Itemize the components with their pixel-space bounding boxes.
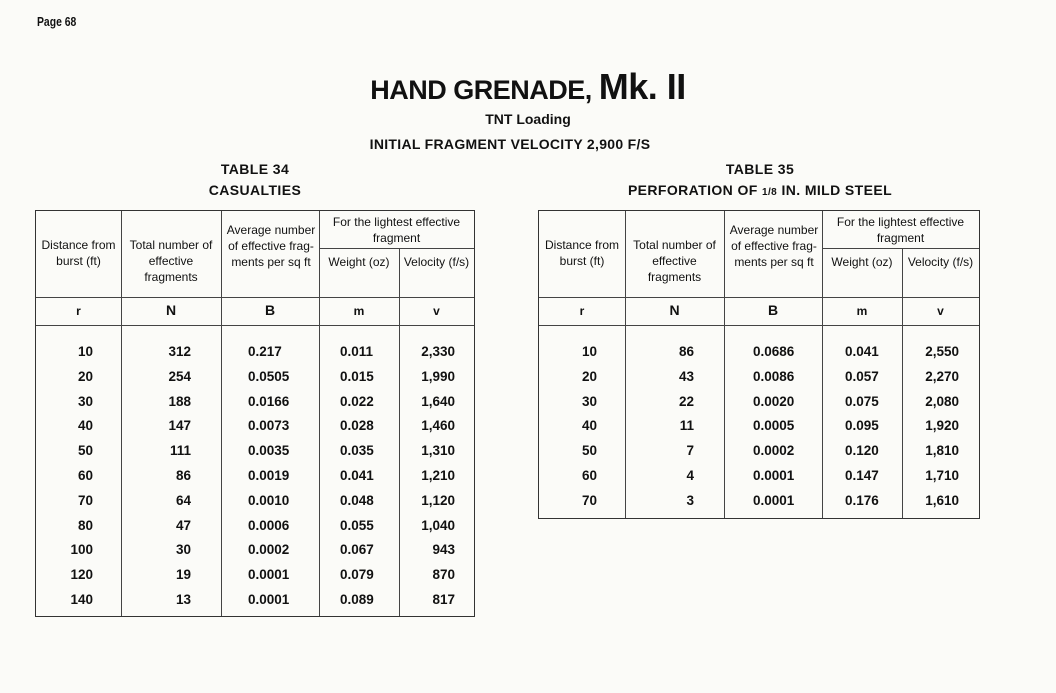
header-average-number: Average number of effective frag-ments per sq ft [226,223,316,269]
symbol-r: r [76,304,81,318]
title-mk: Mk. II [598,66,686,107]
header-total-number: Total number of effective fragments [129,238,213,284]
cell-velocity: 2,080 [925,393,959,409]
cell-distance: 30 [581,393,597,409]
cell-weight: 0.048 [340,492,374,508]
cell-average-number: 0.0001 [753,468,795,483]
cell-average-number: 0.217 [248,344,282,359]
header-velocity: Velocity (f/s) [403,255,470,269]
symbol-m: m [856,304,868,318]
cell-weight: 0.015 [340,368,374,384]
table34-number: TABLE 34 [220,161,290,177]
cell-weight: 0.041 [845,344,879,359]
cell-total-number: 30 [175,542,191,558]
cell-average-number: 0.0020 [753,393,795,409]
table35-caption [590,159,930,203]
cell-weight: 0.120 [845,443,879,459]
cell-velocity: 943 [432,542,455,558]
cell-weight: 0.075 [845,393,879,409]
page-title [0,66,1056,108]
cell-velocity: 1,920 [925,418,959,434]
cell-total-number: 11 [679,418,694,434]
header-average-number: Average number of effective frag-ments per sq ft [729,223,819,269]
symbol-b: B [767,302,779,318]
table34-name: CASUALTIES [208,182,302,198]
cell-velocity: 2,550 [925,344,959,359]
header-weight: Weight (oz) [831,255,893,269]
cell-weight: 0.022 [340,393,374,409]
cell-velocity: 2,330 [421,344,455,359]
table35-name-pre: PERFORATION OF [627,182,758,198]
cell-velocity: 1,640 [421,393,455,409]
table34-caption [155,159,355,201]
cell-distance: 100 [70,542,93,558]
cell-average-number: 0.0001 [248,592,290,607]
cell-velocity: 1,120 [421,492,455,508]
cell-average-number: 0.0686 [753,344,795,359]
header-weight: Weight (oz) [328,255,390,269]
header-lightest-group: For the lightest effective fragment [332,215,461,245]
cell-distance: 70 [581,492,597,508]
symbol-r: r [579,304,585,318]
cell-total-number: 64 [175,492,191,508]
header-velocity: Velocity (f/s) [907,255,974,269]
cell-average-number: 0.0002 [753,443,795,459]
table35 [538,210,980,519]
cell-distance: 60 [77,468,93,483]
cell-distance: 40 [77,418,93,434]
cell-distance: 50 [77,443,93,459]
cell-average-number: 0.0002 [248,542,290,558]
symbol-m: m [353,304,365,318]
cell-average-number: 0.0006 [248,517,290,533]
cell-distance: 40 [581,418,597,434]
cell-average-number: 0.0001 [248,567,290,583]
cell-distance: 10 [77,344,93,359]
subtitle-loading: TNT Loading [485,111,571,127]
cell-weight: 0.176 [845,492,879,508]
cell-total-number: 13 [175,592,191,607]
cell-average-number: 0.0005 [753,418,795,434]
cell-average-number: 0.0010 [248,492,290,508]
header-total-number: Total number of effective fragments [633,238,716,284]
cell-weight: 0.079 [340,567,374,583]
cell-weight: 0.035 [340,443,374,459]
cell-weight: 0.095 [845,418,879,434]
cell-average-number: 0.0086 [753,368,795,384]
cell-total-number: 147 [168,418,191,434]
table35-number: TABLE 35 [725,161,795,177]
table34 [35,210,475,617]
cell-distance: 30 [77,393,93,409]
cell-weight: 0.089 [340,592,374,607]
header-distance: Distance from burst (ft) [41,238,116,268]
header-distance: Distance from burst (ft) [544,238,620,268]
cell-weight: 0.147 [845,468,879,483]
table35-name [590,180,930,203]
cell-distance: 60 [581,468,597,483]
cell-total-number: 188 [168,393,191,409]
cell-average-number: 0.0505 [248,368,290,384]
cell-distance: 20 [581,368,597,384]
page-number: Page 68 [37,14,77,29]
cell-velocity: 1,710 [925,468,959,483]
cell-distance: 50 [581,443,597,459]
cell-total-number: 47 [175,517,191,533]
cell-weight: 0.041 [340,468,374,483]
cell-distance: 10 [581,344,597,359]
header-lightest-group: For the lightest effective fragment [836,215,965,245]
cell-distance: 120 [70,567,93,583]
table35-name-post: IN. MILD STEEL [781,182,893,198]
title-main: HAND GRENADE, [370,75,592,105]
symbol-n: N [669,302,680,318]
symbol-n: N [165,302,177,318]
cell-velocity: 1,460 [421,418,455,434]
cell-total-number: 254 [168,368,191,384]
cell-distance: 20 [77,368,93,384]
cell-distance: 70 [77,492,93,508]
cell-total-number: 4 [686,468,694,483]
cell-velocity: 1,040 [421,517,455,533]
symbol-v: v [433,304,440,318]
cell-average-number: 0.0035 [248,443,290,459]
cell-velocity: 1,210 [421,468,455,483]
cell-velocity: 817 [432,592,455,607]
cell-total-number: 19 [175,567,191,583]
cell-velocity: 870 [432,567,455,583]
cell-total-number: 86 [678,344,694,359]
cell-velocity: 1,990 [421,368,455,384]
cell-total-number: 86 [175,468,191,483]
subtitle-velocity: INITIAL FRAGMENT VELOCITY 2,900 F/S [369,136,651,152]
cell-weight: 0.067 [340,542,374,558]
cell-distance: 80 [77,517,93,533]
cell-total-number: 312 [168,344,191,359]
cell-total-number: 22 [678,393,694,409]
cell-total-number: 3 [686,492,694,508]
cell-velocity: 1,810 [925,443,959,459]
cell-weight: 0.011 [340,344,374,359]
cell-total-number: 111 [169,443,191,459]
cell-weight: 0.057 [845,368,879,384]
cell-total-number: 43 [678,368,694,384]
symbol-v: v [937,304,944,318]
cell-total-number: 7 [686,443,694,459]
cell-weight: 0.028 [340,418,374,434]
cell-distance: 140 [70,592,93,607]
cell-weight: 0.055 [340,517,374,533]
table35-name-fraction: 1/8 [762,187,778,198]
cell-average-number: 0.0166 [248,393,290,409]
cell-average-number: 0.0019 [248,468,290,483]
cell-velocity: 1,610 [925,492,959,508]
cell-average-number: 0.0001 [753,492,795,508]
cell-velocity: 2,270 [925,368,959,384]
cell-velocity: 1,310 [421,443,455,459]
cell-average-number: 0.0073 [248,418,290,434]
symbol-b: B [264,302,276,318]
